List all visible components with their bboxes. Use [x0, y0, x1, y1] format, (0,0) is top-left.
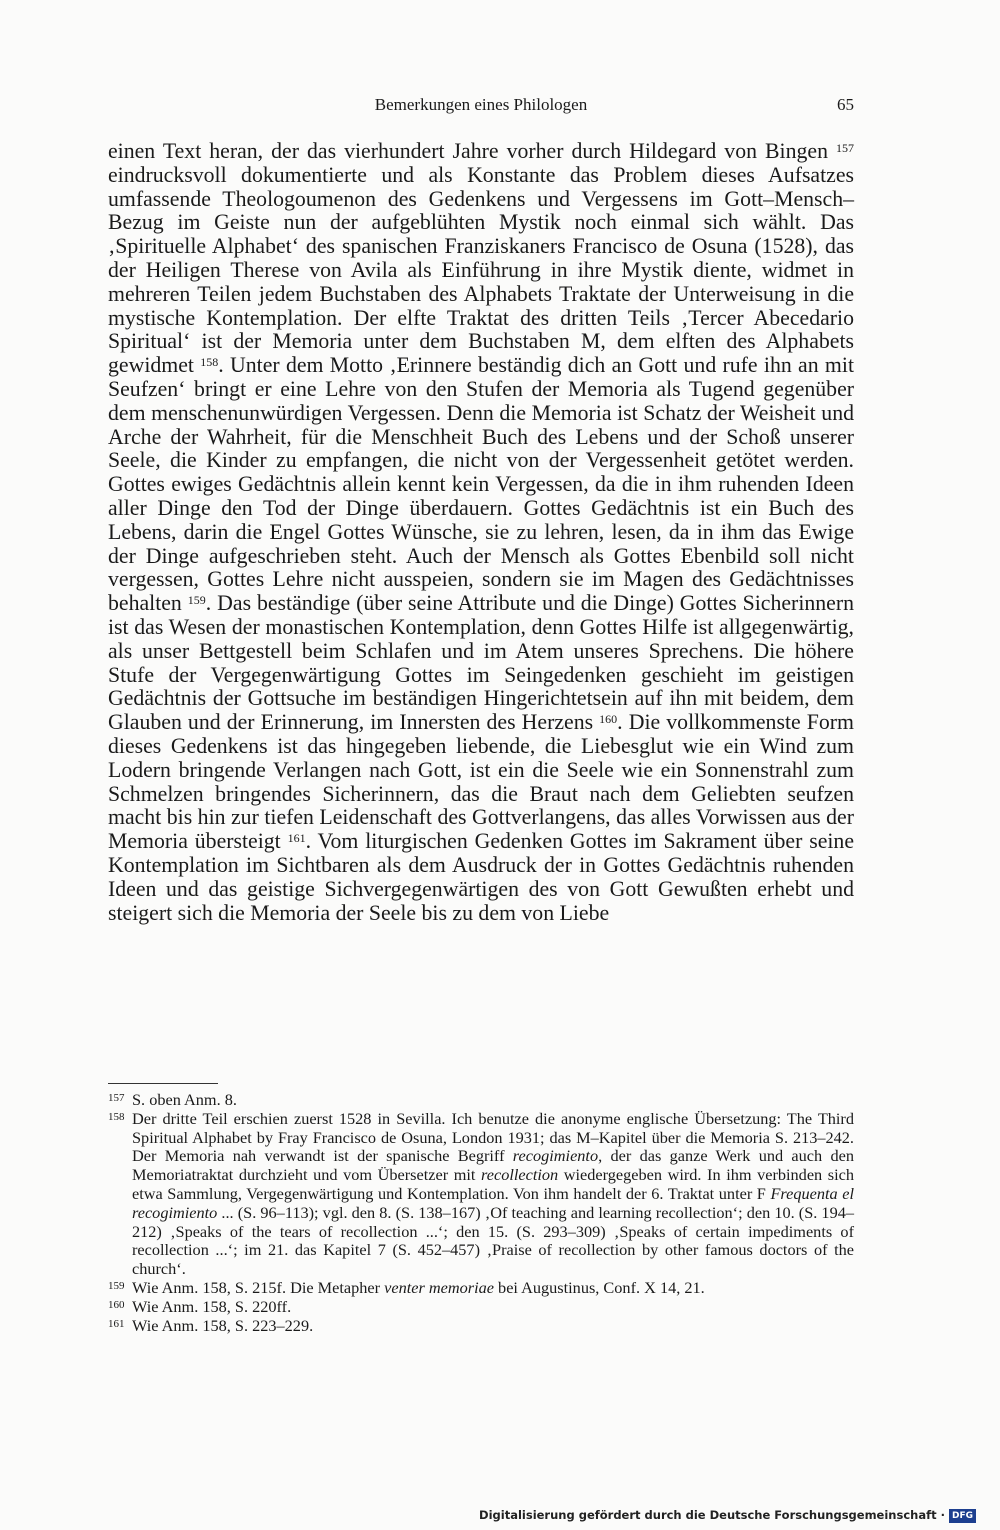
digitization-footer	[479, 1506, 976, 1524]
footnote-reference: 159	[187, 593, 206, 608]
text-run: . Die vollkommenste Form dieses Gedenkens ist das hingegeben liebende, die Liebesglut wie ein Wind zum Lodern bringende Verlangen nach Gott, ist ein die Seele wie ein Sonnenstrahl zum Schmelzen bringendes Sicherinnern, das die Braut nach dem Geliebten seufzen macht bis hin zur tiefen Leidenschaft des Gottverlangens, das alles Vorwissen aus der Memoria übersteigt	[108, 710, 854, 854]
footnote	[108, 1110, 854, 1279]
footnote-reference: 161	[287, 831, 306, 846]
footnote-number: 160	[108, 1298, 125, 1311]
footnote-text: Wie Anm. 158, S. 223–229.	[132, 1315, 314, 1335]
footnote-emphasis: Frequenta el recogimiento	[132, 1183, 854, 1222]
text-run: . Vom liturgischen Gedenken Gottes im Sakrament über seine Kontemplation im Sichtbaren als dem Ausdruck der in Gottes Gedächtnis ruhenden Ideen und das geistige Sichvergegenwärtigen des von Gott Gewußten erhebt und steigert sich die Memoria der Seele bis zu dem von Liebe	[108, 829, 854, 925]
text-run: . Unter dem Motto ‚Erinnere beständig dich an Gott und rufe ihn an mit Seufzen‘ bringt er eine Lehre von den Stufen der Memoria als Tugend gegenüber dem menschenunwürdigen Vergessen. Denn die Memoria ist Schatz der Weisheit und Arche der Wahrheit, für die Menschheit Buch des Lebens und der Schoß unserer Seele, die Kinder zu empfangen, die nicht von der Vergessenheit getötet werden. Gottes ewiges Gedächtnis allein kennt kein Vergessen, da die in ihm ruhenden Ideen aller Dinge den Tod der Dinge überdauern. Gottes Gedächtnis ist ein Buch des Lebens, darin die Engel Gottes Wünsche, sie zu lehren, lesen, da in ihm das Ewige der Dinge aufgeschrieben steht. Auch der Mensch als Gottes Ebenbild soll nicht vergessen, Gottes Lehre nicht ausspeien, sondern sie im Magen des Gedächtnisses behalten	[108, 353, 854, 616]
footnote	[108, 1279, 854, 1298]
body-text	[108, 140, 854, 925]
text-run: eindrucksvoll dokumentierte und als Konstante das Problem dieses Aufsatzes umfassende Theologoumenon des Gedenkens und Vergessens im Gott–Mensch–Bezug im Geiste nun der aufgeblühten Mystik noch einmal sich wählt. Das ‚Spirituelle Alphabet‘ des spanischen Franziskaners Francisco de Osuna (1528), das der Heiligen Therese von Avila als Einführung in ihre Mystik diente, widmet in mehreren Teilen jedem Buchstaben des Alphabets Traktate der Unterweisung in die mystische Kontemplation. Der elfte Traktat des dritten Teils ‚Tercer Abecedario Spiritual‘ ist der Memoria unter dem Buchstaben M, dem elften des Alphabets gewidmet	[108, 162, 854, 378]
footnote-text: Der dritte Teil erschien zuerst 1528 in Sevilla. Ich benutze die anonyme englische Übersetzung: The Third Spiritual Alphabet by Fray Francisco de Osuna, London 1931; das M–Kapitel über die Memoria S. 213–242. Der Memoria nah verwandt ist der spanische Begriff	[132, 1108, 854, 1166]
footnote-text: Wie Anm. 158, S. 215f. Die Metapher	[132, 1277, 385, 1297]
footnote-number: 157	[108, 1092, 125, 1104]
footnote	[108, 1317, 854, 1336]
running-title: Bemerkungen eines Philologen	[374, 95, 588, 114]
footer-text: Digitalisierung gefördert durch die Deutsche Forschungsgemeinschaft ·	[479, 1508, 945, 1522]
footnote-text: S. oben Anm. 8.	[132, 1090, 237, 1109]
footnote-emphasis: recogimiento	[512, 1146, 599, 1166]
footnote-number: 159	[108, 1279, 125, 1292]
footnote-number: 158	[108, 1110, 125, 1123]
footnote-text: wiedergegeben wird. In ihm verbinden sich etwa Sammlung, Vergegenwärtigung und Kontemplation. Von ihm handelt der 6. Traktat unter F	[132, 1165, 854, 1203]
footnote-number: 161	[108, 1317, 125, 1330]
footnote-reference: 157	[836, 141, 855, 155]
footnotes	[108, 1091, 854, 1335]
footnote-emphasis: recollection	[481, 1165, 559, 1185]
footnote-reference: 160	[599, 712, 618, 727]
footnote-reference: 158	[200, 355, 219, 370]
text-run: . Das beständige (über seine Attribute und die Dinge) Gottes Sicherinnern ist das Wesen der monastischen Kontemplation, denn Gottes Hilfe ist allgegenwärtig, als unser Bettgestell beim Schlafen und im Atem unseres Sprechens. Die höhere Stufe der Vergegenwärtigung Gottes im Seingedenken geschieht im geistigen Gedächtnis der Gottsuche im beständigen Hingerichtetsein auf ihn mit beidem, dem Glauben und der Erinnerung, im Innersten des Herzens	[108, 591, 854, 735]
footnote-text: ... (S. 96–113); vgl. den 8. (S. 138–167) ‚Of teaching and learning recollection‘; den 10. (S. 194–212) ‚Speaks of the tears of recollection ...‘; den 15. (S. 293–309) ‚Speaks of certain impediments of recollection ...‘; im 21. das Kapitel 7 (S. 452–457) ‚Praise of recollection by other famous doctors of the church‘.	[132, 1202, 854, 1279]
running-head	[108, 95, 854, 121]
footnote-text: bei Augustinus, Conf. X 14, 21.	[493, 1277, 705, 1297]
footnote-separator	[108, 1083, 218, 1084]
footnote	[108, 1298, 854, 1317]
text-run: einen Text heran, der das vierhundert Jahre vorher durch Hildegard von Bingen	[108, 139, 828, 163]
dfg-logo: DFG	[949, 1509, 976, 1523]
page-number: 65	[837, 95, 854, 114]
body-paragraph	[108, 140, 854, 925]
footnote	[108, 1091, 854, 1110]
footnote-emphasis: venter memoriae	[384, 1277, 494, 1297]
footnote-text: Wie Anm. 158, S. 220ff.	[132, 1296, 292, 1316]
footnote-text: , der das ganze Werk und auch den Memoriatraktat durchzieht und vom Übersetzer mit	[132, 1146, 854, 1185]
